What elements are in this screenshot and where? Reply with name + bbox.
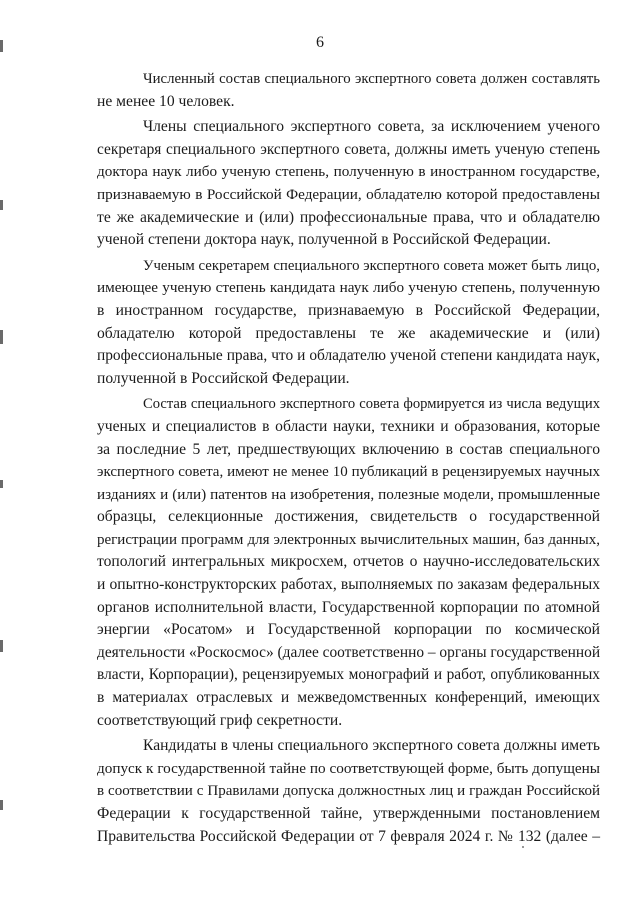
scan-edge-mark [0, 800, 3, 810]
text-line: те же академические и (или) профессиональные права, что и обладателю [97, 208, 600, 226]
text-line: Федерации к государственной тайне, утвержденными постановлением [97, 805, 600, 822]
text-line: Ученым секретарем специального экспертного совета может быть лицо, [143, 257, 600, 274]
scan-edge-mark [0, 200, 3, 210]
text-line: не менее 10 человек. [97, 92, 235, 110]
text-line: и опытно-конструкторских работах, выполняемых по заказам федеральных [97, 576, 600, 594]
scan-speck [522, 846, 524, 848]
text-line: в материалах отраслевых и межведомственных конференций, имеющих [97, 689, 600, 707]
text-line: изданиях и (или) патентов на изобретения, полезные модели, промышленные [97, 485, 600, 503]
text-line: секретаря специального экспертного совета, должны иметь ученую степень [97, 140, 600, 158]
text-line: допуск к государственной тайне по соответствующей форме, быть допущены [97, 759, 600, 777]
text-line: полученной в Российской Федерации. [97, 369, 350, 387]
text-line: Численный состав специального экспертного совета должен составлять [143, 71, 600, 87]
text-line: признаваемую в Российской Федерации, обладателю которой предоставлены [97, 185, 600, 203]
text-line: Состав специального экспертного совета формируется из числа ведущих [143, 396, 600, 413]
document-body [97, 68, 600, 848]
text-line: экспертного совета, имеют не менее 10 публикаций в рецензируемых научных [97, 464, 600, 481]
text-line: соответствующий гриф секретности. [97, 711, 343, 729]
paragraph [97, 255, 600, 391]
text-line: Правительства Российской Федерации от 7 февраля 2024 г. № 132 (далее – [97, 827, 600, 845]
text-line: доктора наук либо ученую степень, полученную в иностранном государстве, [97, 163, 600, 181]
text-line: власти, Корпорации), рецензируемых монографий и работ, опубликованных [97, 666, 600, 684]
text-line: Члены специального экспертного совета, за исключением ученого [143, 118, 600, 136]
paragraph [97, 68, 600, 113]
text-line: ученой степени доктора наук, полученной в Российской Федерации. [97, 231, 551, 249]
paragraph [97, 735, 600, 848]
text-line: образцы, селекционные достижения, свидетельств о государственной [97, 508, 600, 526]
text-line: профессиональные права, что и обладателю ученой степени кандидата наук, [97, 347, 600, 365]
text-line: Кандидаты в члены специального экспертного совета должны иметь [143, 737, 600, 755]
text-line: органов исполнительной власти, Государственной корпорации по атомной [97, 598, 600, 616]
text-line: в соответствии с Правилами допуска должностных лиц и граждан Российской [97, 783, 600, 800]
text-line: деятельности «Роскосмос» (далее соответственно – органы государственной [97, 643, 601, 661]
text-line: обладателю которой предоставлены те же академические и (или) [97, 324, 600, 342]
scan-edge-mark [0, 480, 3, 488]
scan-edge-mark [0, 640, 3, 652]
scan-edge-mark [0, 330, 3, 344]
paragraph [97, 393, 600, 732]
text-line: имеющее ученую степень кандидата наук либо ученую степень, полученную [97, 279, 600, 297]
text-line: энергии «Росатом» и Государственной корпорации по космической [97, 621, 600, 639]
text-line: в иностранном государстве, признаваемую в Российской Федерации, [97, 301, 600, 319]
page-number: 6 [316, 34, 324, 51]
paragraph [97, 116, 600, 252]
text-line: регистрации программ для электронных вычислительных машин, баз данных, [97, 531, 600, 548]
text-line: за последние 5 лет, предшествующих включению в состав специального [97, 440, 600, 458]
text-line: топологий интегральных микросхем, отчетов о научно-исследовательских [97, 553, 600, 571]
text-line: ученых и специалистов в области науки, техники и образования, которые [97, 417, 600, 435]
